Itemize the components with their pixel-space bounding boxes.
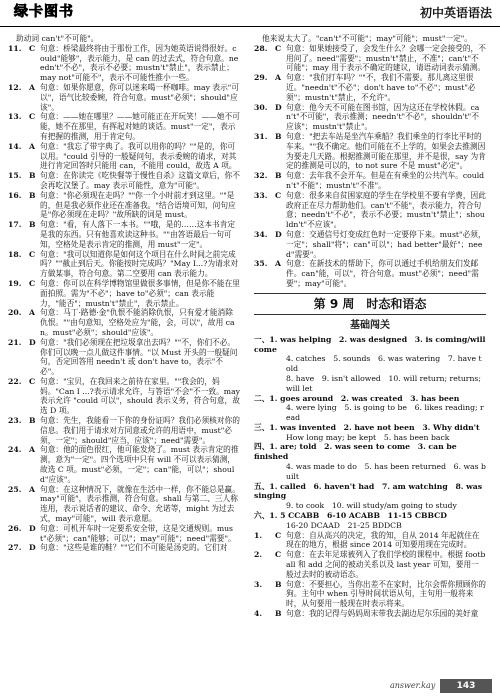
answer-letter: B [29, 220, 36, 230]
item-number: 22. [8, 376, 22, 386]
item-number: 15. [8, 171, 22, 181]
explanation-text: 句意：他今天不可能在图书馆，因为这还在学校休假。can't"不可能"，表示推测；needn't"不必"，shouldn't"不应该"；mustn't"禁止"。 [286, 102, 480, 132]
answer-item [8, 543, 240, 553]
answer-line: 16-20 DCAAD 21-25 BDDCB [286, 520, 402, 530]
explanation-text: 句意：他的面色很红，他可能发烧了。must 表示肯定的推测，意为"一定"。四个选项中只有 will 不可以表示猜测，故选 C 项。must"必须，一定"；can"能，可以"；should"应该"。 [40, 445, 239, 484]
answer-letter: B [275, 609, 282, 619]
answer-letter: C [29, 249, 36, 259]
explanation-text: 句意："我可以知道你是如何这个项目在什么时间之前完成吗？""截止到后天。你能按时完成吗？"May I...?为请求对方做某事，符合句意。第二空要用 can 表示能力。 [40, 249, 239, 279]
answer-letter: D [29, 523, 36, 533]
page-number: 143 [440, 679, 492, 693]
answer-letter: C [275, 43, 282, 53]
answer-item [8, 250, 240, 279]
book-title: 初中英语语法 [419, 6, 492, 20]
answer-line: 4. was made to do 5. has been returned 6. was built [286, 462, 486, 481]
item-number: 1. [254, 530, 263, 540]
publisher-logo: 绿卡图书 [14, 4, 74, 20]
item-number: 11. [8, 43, 22, 53]
answer-item [254, 191, 486, 230]
explanation-text: 句意：在你读完《吃快餐等于慢性自杀》这篇文章后，你不会再吃汉堡了。may 表示可能性，意为"可能"。 [40, 171, 240, 190]
item-number: 20. [8, 308, 22, 318]
right-column [254, 34, 486, 619]
answer-line: How long may; be kept 5. has been back [286, 432, 450, 442]
answer-item [254, 171, 486, 191]
answer-line: 8. have 9. isn't allowed 10. will return; returns; will let [286, 373, 481, 393]
answer-line: 四、1. are; told 2. was seen to come 3. can be finished [254, 442, 457, 462]
answer-letter: A [29, 82, 35, 92]
answer-letter: A [29, 445, 35, 455]
item-number: 14. [8, 141, 22, 151]
item-number: 30. [254, 102, 268, 112]
item-number: 23. [8, 416, 22, 426]
answer-letter: C [29, 278, 36, 288]
item-number: 4. [254, 609, 263, 619]
item-number: 17. [8, 220, 22, 230]
answer-item [254, 259, 486, 288]
answer-item [8, 308, 240, 337]
explanation-text: 句意：先生，我能看一下你的身份证吗？我们必须核对你的信息。我们用于请求对方同意或允许的用语中，must"必须，一定"；should"应当，应该"；need"需要"。 [40, 416, 240, 445]
explanation-text: 句意：你可以在科学博物馆里做很多事情，但是你不能在里面拍照。需为"不必"；have to"必须"；can 表示能力，"能否"；mustn't"禁止"，表示禁止。 [40, 278, 240, 308]
answer-item [8, 445, 240, 484]
explanation-text: 句意："宝贝，在我回来之前待在家里。""我会的，妈妈。"Can I ...?表示请求允许，与答语"不会"不一致。may 表示允许 "could 可以"，should 表示义务，符合句意，故选 D 项。 [40, 376, 240, 416]
item-number: 26. [8, 523, 22, 533]
item-number: 33. [254, 190, 268, 200]
item-number: 2. [254, 550, 263, 560]
answer-item [8, 142, 240, 171]
week-title: 第 9 周 时态和语态 [254, 293, 486, 315]
explanation-text: 句意：在这种情况下，就像在生活中一样，你不能总是赢。may"可能"，表示推测，符合句意。shall 与第二、三人称连用，表示说话者的建议、命令、允诺等，might 为过去式，may"可能"，will 表示意愿。 [40, 484, 240, 524]
item-number: 3. [254, 579, 263, 589]
answer-letter: B [275, 579, 282, 589]
answer-item [8, 220, 240, 249]
explanation-text: 句意：可机开车时一定要系安全带，这是交通规则。must"必须"；can"能够；可以"；may"可能"；need"需要"。 [40, 523, 236, 543]
answer-letter: A [29, 308, 35, 318]
answer-item [254, 531, 486, 551]
item-number: 31. [254, 131, 268, 141]
answer-item [254, 230, 486, 259]
explanation-text: 句意：自从高兴的决定，我的知，自从 2014 年起就住在现在的地方，根据 since 2014 可知要用现在完成时。 [286, 530, 480, 550]
explanation-text: 句意：不要担心，当你出差不在家时，比尔会帮你照顾你的狗。主句中 when 引导时间状语从句，主句用一般将来时，从句要用一般现在时表示将来。 [286, 579, 486, 609]
explanation-text: 句意：如果她接受了，会发生什么？会哪一定会接受的，不用问了。need"需要"；mustn't"禁止，不准"；can't"不可能"；may 用于表示不确定的建议，请语动词表示猜测。 [286, 43, 486, 73]
answer-item [8, 279, 240, 308]
section-title: 基础闯关 [350, 319, 390, 331]
answer-item [254, 132, 486, 171]
answer-letter: C [275, 550, 282, 560]
explanation-text: 句意：交通信号灯变成红色时一定要停下来。must"必须，一定"；shall"将"；can"可以"；had better"最好"；need"需要"。 [286, 229, 486, 259]
answer-item [254, 103, 486, 132]
explanation-text: 句意："我忘了带字典了。我可以用你的吗？""是的，你可以用。"could 引导的一般疑问句，表示委婉的请求，对其进行肯定回答时只能用 can，不能用 could，故选 A 项。 [40, 141, 237, 171]
item-number: 18. [8, 249, 22, 259]
answer-letter: C [275, 530, 282, 540]
explanation-text: 句意：很多来自贫困家庭的学生在学校里不要有学费，因此政府正在尽力帮助他们。can't"不能"，表示能力，符合句意；needn't"不必"，表示不必要；mustn't"禁止"；shouldn't"不应该"。 [286, 190, 486, 230]
explanation-text: 句意：在去年足球被列入了我们学校的课程中。根据 football 和 add 之间的被动关系以及 last year 可知，要用一般过去时的被动语态。 [286, 550, 486, 579]
answer-line: 一、1. was helping 2. was designed 3. is coming/will come [254, 334, 486, 354]
answer-line: 二、1. goes around 2. was created 3. has been [254, 393, 460, 403]
answer-item [8, 338, 240, 377]
explanation-text: 句意："把去车站是坐汽车乘船？我们乘坐的行李比平时的车来。""我不确定。他们可能在不上学的，如果会去推测因为要走几天路。根据推测可能在那里，并不是很，say 为肯定的推测是可以的，to not sure 不是 must"必定"。 [286, 131, 486, 171]
answer-line: 4. catches 5. sounds 6. was watering 7. have told [286, 354, 482, 374]
answer-letter: B [29, 416, 36, 426]
item-number: 32. [254, 171, 268, 181]
continued-text: 助动词 can't"不可能"。 [16, 34, 99, 43]
explanation-text: 句意：马丁·路德·金"仇恨不能消除仇恨，只有爱才能消除仇恨。""由句意知，空格处应为"能，会，可以"，故用 can。must"必须"；should"应该"。 [40, 308, 235, 337]
item-number: 19. [8, 278, 22, 288]
answer-letter: C [29, 112, 36, 122]
answer-item [8, 485, 240, 524]
answer-item [254, 44, 486, 73]
item-number: 24. [8, 445, 22, 455]
answer-item [8, 377, 240, 416]
answers-continued [254, 34, 486, 289]
answer-item [8, 171, 240, 191]
answer-item [254, 73, 486, 102]
answer-item [254, 580, 486, 609]
answer-item [8, 191, 240, 220]
explanation-text: 句意："看，有人落下一本书。""哦，是的……这本书肯定是我的东西。只有他喜欢读这种书。""由答语最后一句可知，空格处是表示肯定的推测，用 must"一定"。 [40, 220, 236, 249]
answer-letter: D [29, 543, 36, 553]
item-number: 27. [8, 543, 22, 553]
answer-letter: C [29, 43, 36, 53]
explanation-text: 句意：如果你愿意，你可以迷来喝一杯咖啡。may 表示"可以"，语气比较委婉，符合句意。must"必须"；should"应该"。 [40, 82, 240, 112]
explanation-text: 句意："我们必须现在把垃圾拿出去吗？""不，你们不必。你们可以晚一点儿做这件事情。"以 Must 开头的一般疑问句，否定回答用 needn't 或 don't have to，表示"不必"。 [40, 337, 238, 377]
explanation-text: 句意：在新技术的帮助下，你可以通过手机给朋友们发邮件。can"能，可以"，符合句意。must"必须"；need"需要"；may"可能"。 [286, 259, 479, 288]
answer-line: 三、1. was invented 2. have not been 3. Why didn't [254, 422, 480, 432]
answer-letter: B [275, 171, 282, 181]
basics-answers [254, 335, 486, 619]
answer-item [8, 416, 240, 445]
explanation-text: 句意：桥梁最终将由于那份工作，因为她英语说得很好。could"能够"，表示能力，是 can 的过去式，符合句意。needn't"不必"，表示不必要；mustn't"禁止"，表示禁止；may not"可能不"，表示不可能性推小一些。 [40, 43, 239, 83]
answer-item [8, 44, 240, 83]
answer-item [8, 524, 240, 544]
answer-letter: D [29, 337, 36, 347]
explanation-text: 句意：我的记得与妈妈周末带我去湖边尼尔乐园的美好童 [286, 609, 479, 619]
answer-line: 9. to cook 10. will study/am going to study [286, 501, 457, 511]
answer-letter: A [275, 73, 281, 83]
item-number: 21. [8, 337, 22, 347]
answer-item [254, 550, 486, 579]
item-number: 29. [254, 73, 268, 83]
left-column [8, 34, 240, 553]
explanation-text: 句意："你必须现在走吗？""你一个小时前才到这里。""是的，但是我必须作业还在准备我。"结合语境可知，问句应是"你必须现在走吗？"故所缺的词是 must。 [40, 190, 236, 220]
answer-line: 五、1. called 6. haven't had 7. am watching 8. was singing [254, 481, 483, 501]
answer-line: 4. were lying 5. is going to be 6. likes reading; read [286, 403, 484, 423]
answer-letter: B [29, 171, 36, 181]
continued-text: 他来说太大了。"can't"不可能"；may"可能"；must"一定"。 [262, 34, 472, 43]
answer-letter: C [29, 376, 36, 386]
item-number: 35. [254, 259, 268, 269]
explanation-text: 句意：去年我不会开车。但是在有乘坐的公共汽车。couldn't"不能"；mustn't"不准"。 [286, 171, 485, 190]
answer-letter: D [275, 229, 282, 239]
answer-line: 六、1. 5 CCABB 6-10 ACABB 11-15 CBBCD [254, 511, 447, 521]
item-number: 13. [8, 112, 22, 122]
answer-item [254, 609, 486, 619]
item-number: 12. [8, 82, 22, 92]
answer-letter: A [29, 141, 35, 151]
answer-item [8, 112, 240, 141]
explanation-text: 句意：——她在哪里？——她可能正在开玩笑！——她不可能，她不在那里，有挥起对她的谈话。must"一定"，表示有把握的推测，用于肯定句。 [40, 112, 240, 141]
item-number: 16. [8, 190, 22, 200]
watermark: answer.kay [390, 681, 436, 690]
answer-letter: D [275, 102, 282, 112]
item-number: 25. [8, 484, 22, 494]
page-header [0, 0, 500, 27]
answer-item [8, 83, 240, 112]
explanation-text: 句意："这些是谁的鞋？""它们不可能是汤克的。它们对 [40, 543, 228, 553]
explanation-text: 句意："我们打车吗？""不，我们不需要。那儿离这里很近。"needn't"不必"；don't have to"不必"；must"必须"；mustn't"禁止，不允许"。 [286, 73, 476, 102]
answer-letter: B [275, 131, 282, 141]
answer-letter: A [275, 259, 281, 269]
item-number: 28. [254, 43, 268, 53]
answer-letter: A [29, 484, 35, 494]
answer-letter: B [29, 190, 36, 200]
answer-letter: C [275, 190, 282, 200]
item-number: 34. [254, 229, 268, 239]
